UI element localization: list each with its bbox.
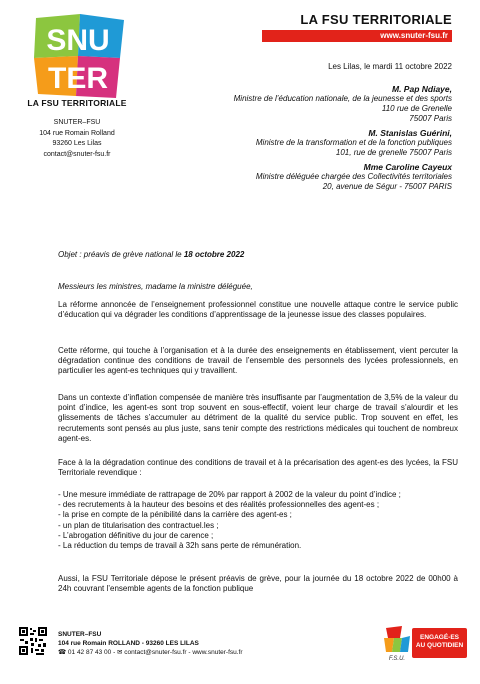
recipient-line: 20, avenue de Ségur - 75007 PARIS (322, 182, 452, 191)
logo-tagline: LA FSU TERRITORIALE (27, 98, 127, 108)
footer-contact-line: ☎ 01 42 87 43 00 - ✉ contact@snuter-fsu.fr - www.snuter-fsu.fr (58, 649, 243, 656)
snuter-logo (28, 14, 128, 98)
closing-paragraph: Aussi, la FSU Territoriale dépose le présent préavis de grève, pour la journée du 18 octobre 2022 de 00h00 à 24h couvrant l’ensemble agents de la fonction publique (58, 574, 458, 594)
list-item: - La réduction du temps de travail à 32h sans perte de rémunération. (58, 541, 302, 551)
brand-title: LA FSU TERRITORIALE (300, 12, 452, 27)
qr-code-icon (18, 626, 48, 656)
recipient-name: Mme Caroline Cayeux (363, 162, 452, 172)
list-item: - des recrutements à la hauteur des besoins et des réalités professionnelles des agent-es ; (58, 500, 380, 510)
letter-subject (58, 250, 458, 259)
svg-text:F.S.U.: F.S.U. (388, 656, 406, 662)
subject-date: 18 octobre 2022 (183, 250, 245, 259)
sender-city: 93260 Les Lilas (52, 140, 102, 147)
recipient-line: Ministre déléguée chargée des Collectivités territoriales (255, 172, 452, 181)
footer-contact (58, 630, 243, 657)
fsu-logo (380, 624, 414, 662)
brand-url-link[interactable]: www.snuter-fsu.fr (380, 31, 448, 40)
recipient-name: M. Pap Ndiaye, (392, 84, 452, 94)
subject-prefix: Objet : préavis de grève national le (58, 250, 184, 259)
body-paragraph: Face à la la dégradation continue des conditions de travail et à la précarisation des agent-es des lycées, la FSU Territoriale revendique : (58, 458, 458, 478)
recipient-line: Ministre de l’éducation nationale, de la jeunesse et des sports (233, 94, 452, 103)
body-paragraph: Cette réforme, qui touche à l’organisation et à la durée des enseignements en établissement, vient percuter la dégradation continue des conditions de travail de l’ensemble des personnels des lycées professionnels, en particulier les agent-es techniques qui y travaillent. (58, 346, 458, 376)
recipient-name: M. Stanislas Guérini, (368, 128, 452, 138)
salutation: Messieurs les ministres, madame la ministre déléguée, (58, 282, 253, 291)
svg-text:TER: TER (48, 62, 108, 95)
engage-badge (412, 628, 467, 658)
recipient-block (122, 128, 452, 158)
body-paragraph: Dans un contexte d’inflation compensée de manière très insuffisante par l’augmentation de 3,5% de la valeur du point d’indice, les agent-es sont trop souvent en sous-effectif, voient leur charge de travail s’alourdir et les glissements de tâches s’accumuler au détriment de la qualité du service public. Trop souvent en effet, les recrutements sont pensés au plus juste, sans tenir compte des restrictions médicales qui touchent de nombreux agent-es. (58, 393, 458, 443)
list-item: - L’abrogation définitive du jour de carence ; (58, 530, 214, 540)
recipient-block (122, 162, 452, 192)
engage-line: ENGAGÉ-ES (419, 634, 459, 641)
demands-list (58, 490, 458, 551)
engage-line: AU QUOTIDIEN (415, 642, 464, 649)
footer-address: 104 rue Romain ROLLAND - 93260 LES LILAS (58, 640, 199, 647)
recipient-block (122, 84, 452, 124)
sender-block (22, 118, 132, 160)
letter-date: Les Lilas, le mardi 11 octobre 2022 (328, 62, 452, 71)
recipient-line: 110 rue de Grenelle (381, 104, 452, 113)
svg-text:SNU: SNU (46, 24, 110, 57)
body-paragraph: La réforme annoncée de l’enseignement professionnel constitue une nouvelle attaque contre le service public d’éducation qui va dégrader les conditions d’apprentissage de la jeunesse issue des classes populaires. (58, 300, 458, 320)
recipient-line: 75007 Paris (409, 114, 452, 123)
list-item: - un plan de titularisation des contractuel.les ; (58, 520, 219, 530)
recipient-line: Ministre de la transformation et de la fonction publiques (255, 138, 452, 147)
list-item: - la prise en compte de la pénibilité dans la carrière des agent-es ; (58, 510, 292, 520)
list-item: - Une mesure immédiate de rattrapage de 20% par rapport à 2002 de la valeur du point d’indice ; (58, 490, 401, 499)
recipient-line: 101, rue de grenelle 75007 Paris (335, 148, 452, 157)
sender-org: SNUTER–FSU (53, 119, 101, 126)
footer-org: SNUTER–FSU (58, 631, 102, 638)
sender-street: 104 rue Romain Rolland (39, 129, 115, 137)
sender-email[interactable]: contact@snuter-fsu.fr (43, 150, 111, 158)
